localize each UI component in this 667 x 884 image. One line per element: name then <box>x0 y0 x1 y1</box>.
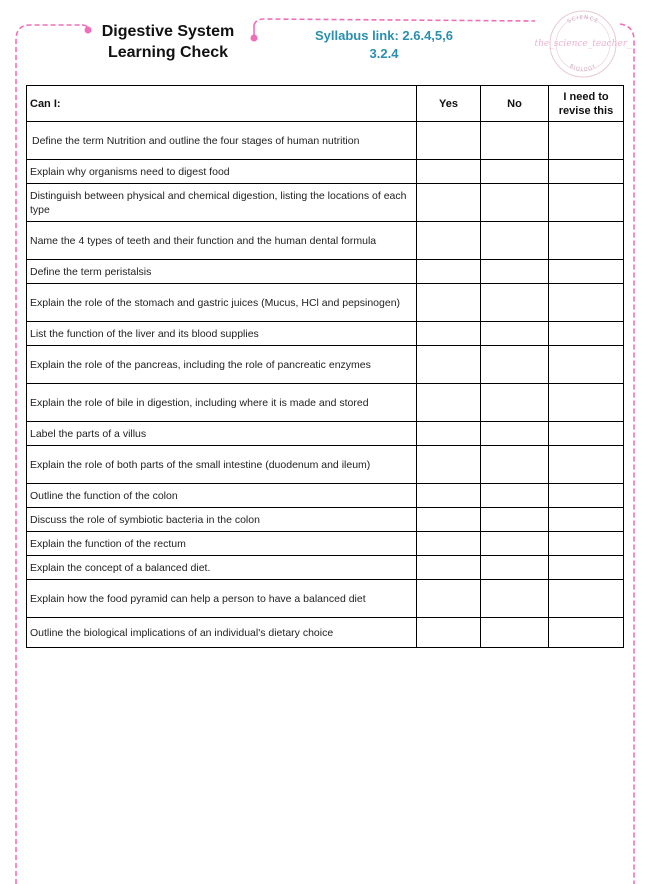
revise-cell[interactable] <box>549 484 624 508</box>
no-cell[interactable] <box>481 446 549 484</box>
table-row <box>27 446 624 484</box>
header-revise <box>549 86 624 122</box>
no-cell[interactable] <box>481 284 549 322</box>
yes-cell[interactable] <box>417 532 481 556</box>
table-row <box>27 484 624 508</box>
svg-text:BIOLOGY <box>568 63 597 73</box>
row-statement: Define the term peristalsis <box>27 260 417 284</box>
yes-cell[interactable] <box>417 484 481 508</box>
yes-cell[interactable] <box>417 446 481 484</box>
yes-cell[interactable] <box>417 184 481 222</box>
row-statement: Explain the role of bile in digestion, including where it is made and stored <box>27 384 417 422</box>
row-statement: List the function of the liver and its blood supplies <box>27 322 417 346</box>
revise-cell[interactable] <box>549 446 624 484</box>
title-line-2: Learning Check <box>107 44 229 61</box>
header-yes: Yes <box>417 86 481 122</box>
yes-cell[interactable] <box>417 384 481 422</box>
yes-cell[interactable] <box>417 222 481 260</box>
header-revise-line-1: I need to <box>563 90 609 103</box>
row-statement: Explain the role of the stomach and gastric juices (Mucus, HCl and pepsinogen) <box>27 284 417 322</box>
page-title <box>92 21 244 63</box>
table-row <box>27 346 624 384</box>
yes-cell[interactable] <box>417 508 481 532</box>
row-statement: Explain how the food pyramid can help a person to have a balanced diet <box>27 580 417 618</box>
yes-cell[interactable] <box>417 556 481 580</box>
row-statement: Discuss the role of symbiotic bacteria in the colon <box>27 508 417 532</box>
no-cell[interactable] <box>481 260 549 284</box>
revise-cell[interactable] <box>549 222 624 260</box>
revise-cell[interactable] <box>549 322 624 346</box>
header-no: No <box>481 86 549 122</box>
row-statement: Explain the role of both parts of the small intestine (duodenum and ileum) <box>27 446 417 484</box>
yes-cell[interactable] <box>417 422 481 446</box>
table-row <box>27 384 624 422</box>
syllabus-link <box>296 27 472 63</box>
no-cell[interactable] <box>481 322 549 346</box>
revise-cell[interactable] <box>549 160 624 184</box>
no-cell[interactable] <box>481 532 549 556</box>
yes-cell[interactable] <box>417 618 481 648</box>
no-cell[interactable] <box>481 422 549 446</box>
row-statement: Label the parts of a villus <box>27 422 417 446</box>
revise-cell[interactable] <box>549 184 624 222</box>
row-statement: Define the term Nutrition and outline the four stages of human nutrition <box>27 122 417 160</box>
table-row <box>27 422 624 446</box>
table-row <box>27 556 624 580</box>
syllabus-line-1: Syllabus link: 2.6.4,5,6 <box>314 28 453 43</box>
header-can-i: Can I: <box>27 86 417 122</box>
no-cell[interactable] <box>481 346 549 384</box>
table-row <box>27 122 624 160</box>
table-row <box>27 532 624 556</box>
no-cell[interactable] <box>481 580 549 618</box>
revise-cell[interactable] <box>549 260 624 284</box>
table-row <box>27 618 624 648</box>
revise-cell[interactable] <box>549 422 624 446</box>
yes-cell[interactable] <box>417 284 481 322</box>
yes-cell[interactable] <box>417 346 481 384</box>
no-cell[interactable] <box>481 556 549 580</box>
yes-cell[interactable] <box>417 122 481 160</box>
header-revise-line-2: revise this <box>558 104 614 117</box>
no-cell[interactable] <box>481 508 549 532</box>
learning-check-table <box>26 85 624 648</box>
no-cell[interactable] <box>481 122 549 160</box>
frame-dot-right <box>251 35 258 42</box>
table-row <box>27 322 624 346</box>
no-cell[interactable] <box>481 484 549 508</box>
svg-text:SCIENCE <box>566 15 599 25</box>
row-statement: Explain the concept of a balanced diet. <box>27 556 417 580</box>
title-line-1: Digestive System <box>101 23 235 40</box>
table-row <box>27 580 624 618</box>
row-statement: Outline the biological implications of an individual's dietary choice <box>27 618 417 648</box>
revise-cell[interactable] <box>549 556 624 580</box>
revise-cell[interactable] <box>549 346 624 384</box>
table-row <box>27 184 624 222</box>
table-row <box>27 284 624 322</box>
revise-cell[interactable] <box>549 580 624 618</box>
row-statement: Name the 4 types of teeth and their function and the human dental formula <box>27 222 417 260</box>
table-row <box>27 260 624 284</box>
revise-cell[interactable] <box>549 618 624 648</box>
revise-cell[interactable] <box>549 532 624 556</box>
frame-dot-left <box>85 27 92 34</box>
revise-cell[interactable] <box>549 122 624 160</box>
syllabus-line-2: 3.2.4 <box>369 46 399 61</box>
table-row <box>27 508 624 532</box>
row-statement: Outline the function of the colon <box>27 484 417 508</box>
no-cell[interactable] <box>481 618 549 648</box>
stamp-brand-text: the_science_teacher_ <box>534 39 632 49</box>
stamp-bottom-text: BIOLOGY <box>568 63 598 74</box>
revise-cell[interactable] <box>549 284 624 322</box>
revise-cell[interactable] <box>549 384 624 422</box>
table-header-row <box>27 86 624 122</box>
table-row <box>27 222 624 260</box>
no-cell[interactable] <box>481 184 549 222</box>
row-statement: Explain the function of the rectum <box>27 532 417 556</box>
no-cell[interactable] <box>481 384 549 422</box>
yes-cell[interactable] <box>417 580 481 618</box>
stamp-top-text: SCIENCE <box>566 14 600 26</box>
no-cell[interactable] <box>481 160 549 184</box>
no-cell[interactable] <box>481 222 549 260</box>
table-row <box>27 160 624 184</box>
row-statement: Distinguish between physical and chemical digestion, listing the locations of each type <box>27 184 417 222</box>
yes-cell[interactable] <box>417 260 481 284</box>
row-statement: Explain why organisms need to digest food <box>27 160 417 184</box>
brand-stamp <box>534 6 632 86</box>
revise-cell[interactable] <box>549 508 624 532</box>
yes-cell[interactable] <box>417 322 481 346</box>
row-statement: Explain the role of the pancreas, including the role of pancreatic enzymes <box>27 346 417 384</box>
yes-cell[interactable] <box>417 160 481 184</box>
